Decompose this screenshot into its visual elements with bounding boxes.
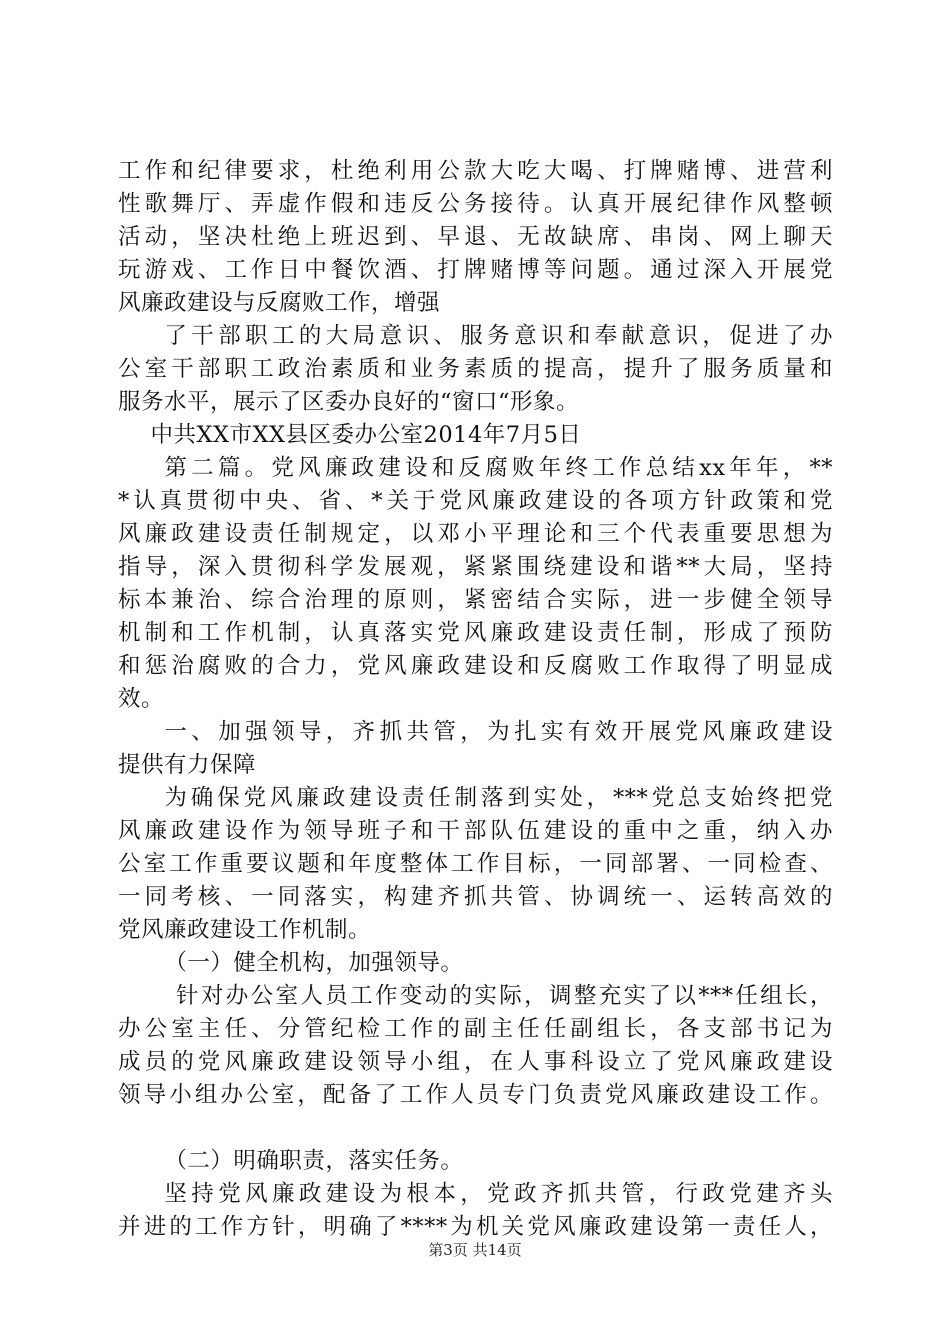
- text-line: 坚持党风廉政建设为根本，党政齐抓共管，行政党建齐头: [164, 1181, 833, 1207]
- text-line: 公室干部职工政治素质和业务素质的提高，提升了服务质量和: [118, 356, 833, 382]
- text-line: 成员的党风廉政建设领导小组，在人事科设立了党风廉政建设: [118, 1049, 833, 1075]
- text-line: 领导小组办公室，配备了工作人员专门负责党风廉政建设工作。: [118, 1082, 833, 1108]
- text-line: 玩游戏、工作日中餐饮酒、打牌赌博等问题。通过深入开展党: [118, 257, 833, 283]
- text-line: 风廉政建设作为领导班子和干部队伍建设的重中之重，纳入办: [118, 818, 833, 844]
- text-line: 风廉政建设责任制规定，以邓小平理论和三个代表重要思想为: [118, 521, 833, 547]
- text-line: 第二篇。党风廉政建设和反腐败年终工作总结xx年年，**: [164, 455, 833, 481]
- text-line: 办公室主任、分管纪检工作的副主任任副组长，各支部书记为: [118, 1016, 833, 1042]
- text-line: 一、加强领导，齐抓共管，为扎实有效开展党风廉政建设: [164, 719, 833, 745]
- blank-line: [118, 1112, 833, 1145]
- text-line: 活动，坚决杜绝上班迟到、早退、无故缺席、串岗、网上聊天: [118, 224, 833, 250]
- text-line: 标本兼治、综合治理的原则，紧密结合实际，进一步健全领导: [118, 587, 833, 613]
- text-line: 为确保党风廉政建设责任制落到实处，***党总支始终把党: [164, 785, 833, 811]
- text-line: 并进的工作方针，明确了****为机关党风廉政建设第一责任人，: [118, 1214, 833, 1240]
- text-line: 机制和工作机制，认真落实党风廉政建设责任制，形成了预防: [118, 620, 833, 646]
- text-line: 党风廉政建设工作机制。: [118, 917, 372, 943]
- text-line: 一同考核、一同落实，构建齐抓共管、协调统一、运转高效的: [118, 884, 833, 910]
- text-line: 服务水平，展示了区委办良好的“窗口“形象。: [118, 389, 580, 415]
- text-line: 效。: [118, 686, 165, 712]
- text-line: 性歌舞厅、弄虚作假和违反公务接待。认真开展纪律作风整顿: [118, 191, 833, 217]
- text-line: 和惩治腐败的合力，党风廉政建设和反腐败工作取得了明显成: [118, 653, 833, 679]
- page-footer: 第3页 共14页: [428, 1241, 522, 1259]
- text-line: 公室工作重要议题和年度整体工作目标，一同部署、一同检查、: [118, 851, 833, 877]
- text-line: 工作和纪律要求，杜绝利用公款大吃大喝、打牌赌博、进营利: [118, 158, 833, 184]
- text-line: 中共XX市XX县区委办公室2014年7月5日: [150, 422, 582, 448]
- text-line: 针对办公室人员工作变动的实际，调整充实了以***任组长，: [176, 983, 833, 1009]
- text-line: （二）明确职责，落实任务。: [164, 1148, 464, 1174]
- document-body: [118, 155, 833, 1244]
- text-line: 指导，深入贯彻科学发展观，紧紧围绕建设和谐**大局，坚持: [118, 554, 833, 580]
- text-line: 风廉政建设与反腐败工作，增强: [118, 290, 441, 316]
- text-line: （一）健全机构，加强领导。: [164, 950, 464, 976]
- text-line: *认真贯彻中央、省、*关于党风廉政建设的各项方针政策和党: [118, 488, 833, 514]
- text-line: 了干部职工的大局意识、服务意识和奉献意识，促进了办: [164, 323, 833, 349]
- text-line: 提供有力保障: [118, 752, 257, 778]
